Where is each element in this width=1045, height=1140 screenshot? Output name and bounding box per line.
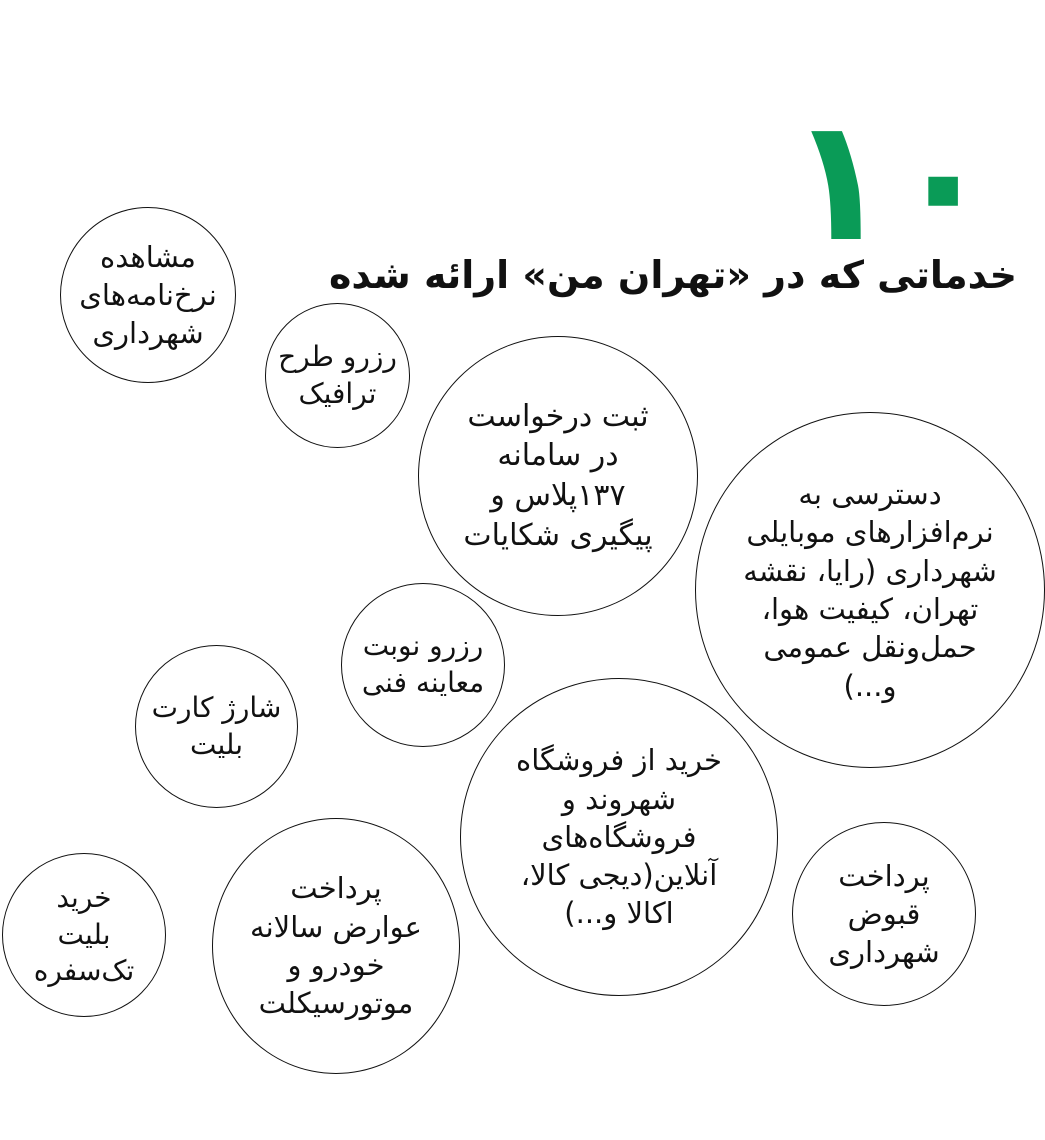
bubble-label: مشاهده نرخ‌نامه‌های شهرداری bbox=[79, 239, 217, 351]
bubble-online-shopping bbox=[460, 678, 778, 996]
bubble-label: خرید از فروشگاه شهروند و فروشگاه‌های آنلاین(دیجی کالا، اکالا و...) bbox=[516, 743, 722, 931]
bubble-ticket-card-charge bbox=[135, 645, 298, 808]
bubble-label: رزرو طرح ترافیک bbox=[278, 339, 397, 410]
bubble-label: دسترسی به نرم‌افزارهای موبایلی شهرداری (رایا، نقشه تهران، کیفیت هوا، حمل‌ونقل عمومی و...) bbox=[743, 477, 997, 703]
bubble-single-trip-ticket bbox=[2, 853, 166, 1017]
bubble-label: خرید بلیت تک‌سفره bbox=[33, 880, 135, 988]
bubble-label: رزرو نوبت معاینه فنی bbox=[361, 629, 485, 699]
bubble-traffic-plan-reservation bbox=[265, 303, 410, 448]
bubble-vehicle-annual-tolls bbox=[212, 818, 460, 1074]
headline-number: ۱۰ bbox=[787, 82, 995, 280]
headline-title: خدماتی که در «تهران من» ارائه شده bbox=[328, 253, 1017, 297]
bubble-label: شارژ کارت بلیت bbox=[151, 690, 282, 761]
bubble-municipal-bills bbox=[792, 822, 976, 1006]
bubble-label: پرداخت قبوض شهرداری bbox=[828, 858, 940, 970]
bubble-label: ثبت درخواست در سامانه ۱۳۷پلاس و پیگیری شکایات bbox=[463, 398, 653, 553]
bubble-municipal-mobile-apps bbox=[695, 412, 1045, 768]
bubble-view-price-lists bbox=[60, 207, 236, 383]
bubble-137-plus-requests bbox=[418, 336, 698, 616]
bubble-label: پرداخت عوارض سالانه خودرو و موتورسیکلت bbox=[250, 871, 422, 1021]
bubble-technical-inspection-booking bbox=[341, 583, 505, 747]
